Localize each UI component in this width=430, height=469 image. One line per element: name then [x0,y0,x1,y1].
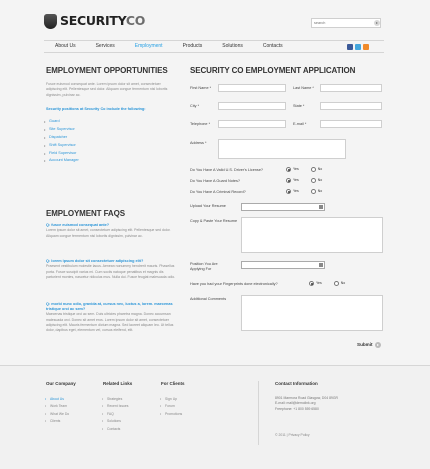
position-item[interactable]: • Field Supervisor [46,150,178,158]
application-form [190,66,384,348]
nav-products[interactable]: Products [182,43,203,50]
radio-label: No [317,189,323,194]
paste-row [190,217,384,227]
footer-link[interactable]: • Recent Issues [103,403,132,411]
telephone-input[interactable] [218,120,286,128]
employment-paragraph: Fusce euismod consequat ante. Lorem ipsum dolor sit amet, consectetuer adipiscing elit. Pellentesque sed dolor. Aliquam congue fermentum nisl lobortis dignissim, pulvinar ac. [46,82,168,97]
faq-question[interactable]: Q: lorem ipsum dolor sit consectetuer adipiscing elit? [46,259,144,263]
footer-divider [258,381,259,445]
position-item[interactable]: • Shift Supervisor [46,142,178,150]
position-item[interactable]: • Guard [46,118,178,126]
resume-upload-select[interactable] [241,203,325,211]
footer-heading: Related Links [103,381,133,386]
positions-intro: Security positions at Security Co include the following: [46,107,146,112]
fingerprints-yes-radio[interactable] [309,281,314,286]
address-label: Address * [190,141,207,145]
resume-textarea[interactable] [241,217,383,253]
license-label: Do You Have A Valid U.S. Driver's License? [190,168,264,172]
faq-answer: Lorem ipsum dolor sit amet, consectetuer adipiscing elit. Pellentesque sed dolor. Aliquam congue fermentum nisl lobortis dignissim, pulvinar ac. [46,228,171,238]
faq-item [46,223,176,239]
footer-our-company [46,381,76,426]
copyright: © 2011 | Privacy Policy [275,433,310,437]
footer-link[interactable]: • Sign Up [161,396,185,404]
criminal-row [190,188,384,198]
criminal-no-radio[interactable] [311,189,316,194]
contact-address: 8901 Marmora Road Glasgow, D04 89GR [275,395,338,400]
city-row [190,102,384,112]
faq-item [46,259,176,280]
footer-link[interactable]: • What We Do [46,411,76,419]
city-input[interactable] [218,102,286,110]
state-label: State * [293,104,305,108]
social-icons [347,44,369,50]
last-name-input[interactable] [320,84,382,92]
position-item[interactable]: • Dispatcher [46,134,178,142]
footer-heading: Contact Information [275,381,318,386]
nav-about-us[interactable]: About Us [55,43,76,50]
nav-solutions[interactable]: Solutions [222,43,243,50]
logo[interactable] [44,10,145,32]
telephone-label: Telephone * [190,122,211,126]
guard-no-radio[interactable] [311,178,316,183]
footer-link[interactable]: • About Us [46,396,76,404]
nav-contacts[interactable]: Contacts [262,43,283,50]
nav-services[interactable]: Services [95,43,115,50]
radio-label: No [340,281,346,286]
footer-related-links [103,381,132,433]
faq-item [46,302,176,334]
footer-link[interactable]: • Forum [161,403,185,411]
address-row [190,139,384,149]
twitter-icon[interactable] [355,44,361,50]
license-yes-radio[interactable] [286,167,291,172]
footer-contact [275,381,385,412]
footer-link[interactable]: • Promotions [161,411,185,419]
radio-label: Yes [316,281,322,286]
arrow-icon [375,342,381,348]
position-item[interactable]: • Site Supervisor [46,126,178,134]
first-name-input[interactable] [218,84,286,92]
contact-phone: Freephone: +1 800 559 6580 [275,406,319,411]
search-box [311,18,381,28]
license-row [190,166,384,176]
application-title: SECURITY CO EMPLOYMENT APPLICATION [190,66,356,75]
footer-heading: For Clients [161,381,185,386]
faqs-title: EMPLOYMENT FAQS [46,209,125,218]
submit-button[interactable] [357,342,381,348]
nav-employment[interactable]: Employment [134,43,163,50]
faq-question[interactable]: Q: morbi nunc odio, gravida at, cursus nec, luctus a, lorem. maecenas tristique orci ac sem? [46,302,173,312]
footer-link[interactable]: • Contacts [103,426,132,434]
footer-link[interactable]: • Clients [46,418,76,426]
radio-label: No [317,167,323,172]
positions-list [46,118,178,165]
shield-logo-icon [44,14,57,29]
email-input[interactable] [320,120,382,128]
comments-textarea[interactable] [241,295,383,331]
guard-notes-radios [286,178,322,183]
search-icon[interactable] [374,20,380,26]
fingerprints-no-radio[interactable] [334,281,339,286]
faq-answer: Praesent vestibulum molestie lacus. Aenean nonummy hendrerit mauris. Phasellus porta. Fusce suscipit varius mi. Cum sociis natoque penatibus et magnis dis parturient montes, nascetur ridiculus mus. Nulla dui. Fusce feugiat malesuada odio. [46,264,176,279]
faq-answer: Maecenas tristique orci ac sem. Duis ultricies pharetra magna. Donec accumsan malesuada orci. Donec sit amet eros. Lorem ipsum dolor sit amet, consectetuer adipiscing elit. Mauris fermentum dictum magna. Sed laoreet aliquam leo. Ut tellus dolor, dapibus eget, elementum vel, cursus eleifend, elit. [46,312,174,333]
facebook-icon[interactable] [347,44,353,50]
guard-yes-radio[interactable] [286,178,291,183]
main-nav [44,40,384,53]
fingerprints-label: Have you had your Fingerprints done electronically? [190,282,278,286]
footer-link[interactable]: • Solutions [103,418,132,426]
position-label: Position You Are Applying For [190,262,218,271]
license-radios [286,167,322,172]
name-row [190,84,384,94]
left-column [46,66,178,333]
criminal-radios [286,189,322,194]
radio-label: Yes [293,167,299,172]
position-item[interactable]: • Account Manager [46,157,178,165]
contact-row [190,120,384,130]
guard-notes-label: Do You Have A Guard Notes? [190,179,241,183]
radio-label: No [317,178,323,183]
radio-label: Yes [293,189,299,194]
email-label: E-mail * [293,122,307,126]
license-no-radio[interactable] [311,167,316,172]
address-textarea[interactable] [218,139,346,159]
faq-question[interactable]: Q: fusce euismod consequat ante? [46,223,110,227]
contact-email[interactable]: E-mail: mail@demolink.org [275,401,316,406]
footer-link[interactable]: • FAQ [103,411,132,419]
fingerprints-row [190,280,384,290]
upload-label: Upload Your Resume [190,204,226,208]
submit-label: Submit [357,342,373,348]
upload-row [190,202,384,212]
criminal-yes-radio[interactable] [286,189,291,194]
footer-link[interactable]: • Work Team [46,403,76,411]
guard-notes-row [190,177,384,187]
first-name-label: First Name * [190,86,212,90]
position-row [190,260,384,270]
city-label: City * [190,104,200,108]
rss-icon[interactable] [363,44,369,50]
logo-text: SECURITYCO [60,13,146,29]
footer-link[interactable]: • Strategies [103,396,132,404]
search-input[interactable] [312,19,374,27]
criminal-label: Do You Have A Criminal Record? [190,190,246,194]
position-select[interactable] [241,261,325,269]
header [44,10,384,34]
radio-label: Yes [293,178,299,183]
footer-for-clients [161,381,185,418]
state-input[interactable] [320,102,382,110]
footer [0,365,430,469]
footer-heading: Our Company [46,381,76,386]
comments-label: Additional Comments [190,297,227,301]
last-name-label: Last Name * [293,86,314,90]
employment-title: EMPLOYMENT OPPORTUNITIES [46,66,168,75]
paste-label: Copy & Paste Your Resume [190,219,238,223]
comments-row [190,295,384,305]
fingerprints-radios [309,281,345,286]
